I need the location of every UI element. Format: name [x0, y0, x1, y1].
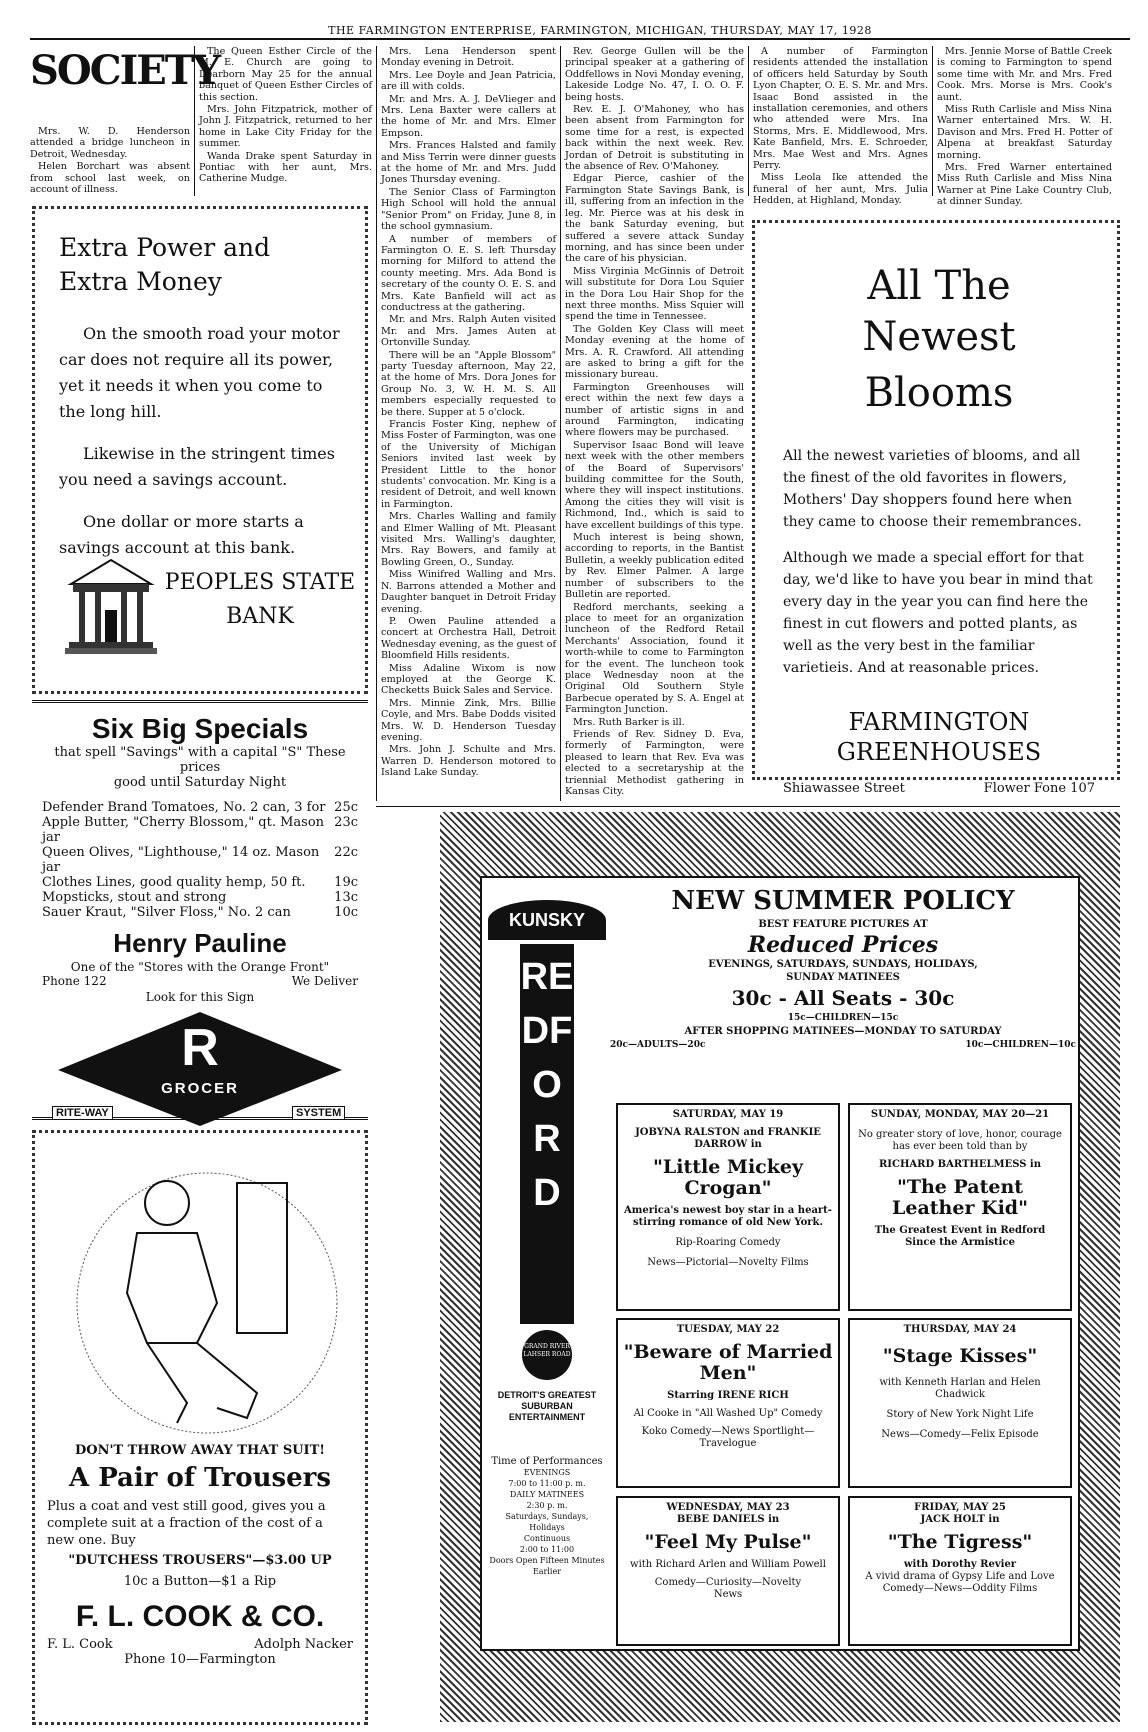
trousers-heading-1: DON'T THROW AWAY THAT SUIT! [74, 1443, 326, 1458]
news-item: The Queen Esther Circle of the M. E. Church are going to Dearborn May 25 for the annual banquet of Queen Esther Circles of this section. [199, 46, 372, 103]
trousers-heading-2: A Pair of Trousers [68, 1463, 332, 1493]
news-item: Miss Winifred Walling and Mrs. N. Barrons attended a Mother and Daughter banquet in Detroit Friday evening. [381, 569, 556, 615]
special-name: Sauer Kraut, "Silver Floss," No. 2 can [42, 905, 291, 920]
news-item: Mrs. John J. Schulte and Mrs. Warren D. Henderson motored to Island Lake Sunday. [381, 744, 556, 779]
movie-friday [848, 1496, 1072, 1646]
time-line: EVENINGS [523, 1468, 571, 1477]
greenhouse-headline-1: All The [867, 263, 1011, 309]
summer-policy-title: NEW SUMMER POLICY [671, 886, 1015, 916]
news-item: A number of Farmington residents attended the installation of officers held Saturday by South Lyon Chapter, O. E. S. Mr. and Mrs. Isaac Bond assisted in the installation ceremonies, and others who attended were Mrs. Ina Storms, Mrs. E. Middlewood, Mrs. Kate Banfield, Mrs. E. Schroeder, Mrs. Mae West and Mrs. Agnes Perry. [753, 46, 928, 172]
movie-extra: Comedy—News—Oddity Films [882, 1583, 1038, 1594]
kunsky-redford-theater-ad [440, 812, 1120, 1722]
movie-title: "Beware of Married Men" [623, 1341, 833, 1384]
movie-date: WEDNESDAY, MAY 23 [666, 1502, 790, 1513]
news-item: The Senior Class of Farmington High School will hold the annual "Senior Prom" on Friday, June 8, in the school gymnasium. [381, 186, 556, 233]
special-price: 25c [334, 800, 358, 815]
news-item: Wanda Drake spent Saturday in Pontiac with her aunt, Mrs. Catherine Mudge. [199, 150, 372, 185]
movie-extra: The Greatest Event in Redford [874, 1225, 1046, 1236]
news-item: Mr. and Mrs. Ralph Auten visited Mr. and Mrs. James Auten at Ortonville Sunday. [381, 314, 556, 349]
news-item: Mrs. Ruth Barker is ill. [573, 716, 685, 728]
news-item: Miss Virginia McGinnis of Detroit will substitute for Dora Lou Squier in the Dora Lou Hair Shop for the next three months. Miss Squier will spend the time in Tennessee. [565, 265, 744, 323]
greenhouse-name-1: FARMINGTON [848, 708, 1030, 736]
theater-tagline: DETROIT'S GREATEST SUBURBAN ENTERTAINMENT [497, 1390, 597, 1422]
special-price: 10c [334, 905, 358, 920]
news-item: Rev. E. J. O'Mahoney, who has been absent from Farmington for some time for a rest, is expected back within the next week. Rev. Jordan of Detroit is substituting in the absence of Rev. O'Mahoney. [565, 104, 744, 173]
grocer-store-name: Henry Pauline [113, 928, 287, 958]
news-item: Mrs. Minnie Zink, Mrs. Billie Coyle, and Mrs. Babe Dodds visited Mrs. W. D. Henderson Tuesday evening. [381, 697, 556, 743]
kunsky-sign: KUNSKY [488, 900, 606, 940]
adults-price: 20c—ADULTS—20c [610, 1040, 706, 1050]
bank-name-2: BANK [226, 604, 294, 629]
movie-extra: Rip-Roaring Comedy [675, 1237, 781, 1248]
movie-extra: Al Cooke in "All Washed Up" Comedy [633, 1408, 823, 1419]
news-item: P. Owen Pauline attended a concert at Orchestra Hall, Detroit Wednesday evening, as the guest of Bloomfield Hills residents. [381, 615, 556, 662]
movie-stars: JOBYNA RALSTON and FRANKIE DARROW in [635, 1127, 821, 1150]
news-item: Friends of Rev. Sidney D. Eva, formerly of Farmington, were pleased to learn that Rev. Eva was elected to a secretaryship at the triennial Methodist gathering in Kansas City. [565, 728, 744, 797]
news-column-5 [748, 46, 928, 207]
movie-date: TUESDAY, MAY 22 [676, 1324, 780, 1335]
greenhouse-headline-2: Newest Blooms [862, 314, 1016, 416]
movie-extra: Story of New York Night Life [886, 1409, 1034, 1420]
news-item: Mrs. Lena Henderson spent Monday evening in Detroit. [381, 46, 556, 69]
grocer-phone: Phone 122 [42, 974, 107, 988]
news-item: Mrs. John Fitzpatrick, mother of John J. Fitzpatrick, returned to her home in Lake City Friday for the summer. [199, 104, 372, 150]
farmington-greenhouses-ad [752, 220, 1120, 796]
logo-word: GROCER [161, 1080, 239, 1097]
news-column-3 [376, 46, 556, 801]
time-line: 2:30 p. m. [526, 1501, 568, 1510]
special-name: Mopsticks, stout and strong [42, 890, 227, 905]
grocer-headline: Six Big Specials [91, 713, 309, 744]
theater-inner-panel [480, 876, 1080, 1651]
peoples-state-bank-ad [32, 206, 368, 694]
society-heading: SOCIETY [30, 47, 220, 94]
news-column-6 [932, 46, 1112, 208]
movie-sunday-monday [848, 1103, 1072, 1311]
cook-company-name: F. L. COOK & CO. [75, 1600, 325, 1633]
news-column-2 [194, 46, 372, 196]
movie-date: THURSDAY, MAY 24 [903, 1324, 1017, 1335]
special-item [42, 800, 358, 815]
special-item [42, 845, 358, 875]
news-item: Edgar Pierce, cashier of the Farmington State Savings Bank, is ill, suffering from an infection in the leg. Mr. Pierce was at his desk in the bank Saturday evening, but suffered a severe attack Sunday morning, and has since been under the care of his physician. [565, 173, 744, 265]
all-seats-price: 30c - All Seats - 30c [731, 986, 955, 1010]
logo-left: RITE-WAY [52, 1106, 113, 1120]
bank-name-1: PEOPLES STATE [164, 570, 356, 595]
masthead: THE FARMINGTON ENTERPRISE, FARMINGTON, MICHIGAN, THURSDAY, MAY 17, 1928 [30, 24, 1130, 40]
grocer-deliver: We Deliver [291, 974, 358, 988]
special-name: Clothes Lines, good quality hemp, 50 ft. [42, 875, 306, 890]
news-item: Much interest is being shown, according to reports, in the Bantist Bulletin, a weekly publication edited by Rev. Elmer Palmer. A large number of subscribers to the Bulletin are reported. [565, 532, 744, 601]
news-item: Miss Ruth Carlisle and Miss Nina Warner entertained Mrs. W. H. Davison and Mrs. Fred H. Potter of Alpena at breakfast Saturday morning. [937, 104, 1112, 161]
trousers-price: "DUTCHESS TROUSERS"—$3.00 UP [68, 1553, 332, 1568]
news-item: Mrs. Fred Warner entertained Miss Ruth Carlisle and Miss Nina Warner at Pine Lake Country Club, at dinner Sunday. [937, 162, 1112, 208]
time-line: 2:00 to 11:00 [519, 1545, 575, 1554]
special-price: 22c [334, 845, 358, 860]
special-price: 19c [334, 875, 358, 890]
bank-paragraph-3: One dollar or more starts a savings account at this bank. [59, 512, 304, 557]
special-item [42, 815, 358, 845]
news-item: Redford merchants, seeking a place to meet for an organization luncheon of the Redford Retail Merchants' Association, found it worth-while to come to Farmington for the event. The luncheon took place Wednesday noon at the Original Old Southern Style Barbecue operated by S. A. Engel at Farmington Junction. [565, 601, 744, 716]
policy-line-3: EVENINGS, SATURDAYS, SUNDAYS, HOLIDAYS, [708, 959, 978, 970]
policy-line-1: BEST FEATURE PICTURES AT [758, 919, 928, 930]
news-item: Mrs. Jennie Morse of Battle Creek is coming to Farmington to spend some time with Mr. and Mrs. Fred Cook. Mrs. Morse is Mrs. Cook's aunt. [937, 46, 1112, 103]
news-item: Miss Adaline Wixom is now employed at the George K. Checketts Buick Sales and Service. [381, 662, 556, 697]
news-item: Helen Borchart was absent from school last week, on account of illness. [30, 161, 190, 196]
performance-times [488, 1456, 606, 1577]
bank-paragraph-1: On the smooth road your motor car does not require all its power, yet it needs it when you come to the long hill. [59, 324, 340, 421]
news-item: Mrs. W. D. Henderson attended a bridge luncheon in Detroit, Wednesday. [30, 126, 190, 160]
children-price: 15c—CHILDREN—15c [787, 1013, 899, 1023]
greenhouse-name-2: GREENHOUSES [836, 738, 1042, 766]
movie-stars: BEBE DANIELS in [676, 1514, 780, 1525]
henry-pauline-grocer-ad [32, 700, 368, 1120]
matinee-line: AFTER SHOPPING MATINEES—MONDAY TO SATURDAY [684, 1026, 1002, 1037]
greenhouse-street: Shiawassee Street [783, 781, 905, 796]
redford-sign [488, 884, 606, 1444]
grand-river-badge: GRAND RIVER LAHSER ROAD [522, 1330, 572, 1380]
movie-title: "Feel My Pulse" [644, 1531, 812, 1553]
time-line: Continuous [523, 1534, 571, 1543]
time-line: DAILY MATINEES [509, 1490, 585, 1499]
movie-title: "The Patent Leather Kid" [892, 1176, 1028, 1219]
movie-title: "Stage Kisses" [882, 1345, 1038, 1367]
news-item: Mr. and Mrs. A. J. DeVlieger and Mrs. Lena Baxter were callers at the home of Mr. and Mrs. Elmer Empson. [381, 93, 556, 139]
bank-headline-1: Extra Power and [59, 233, 271, 262]
cook-right: Adolph Nacker [254, 1637, 353, 1652]
time-line: Saturdays, Sundays, Holidays [505, 1512, 589, 1532]
movie-extra: Koko Comedy—News Sportlight—Travelogue [641, 1426, 815, 1449]
movie-extra: News [713, 1589, 743, 1600]
news-item: Francis Foster King, nephew of Miss Foster of Farmington, was one of the University of Michigan Seniors invited last week by President Little to the honor students' convocation. Mr. King is a resident of Detroit, and well known in Farmington. [381, 419, 556, 510]
movie-extra: News—Comedy—Felix Episode [881, 1429, 1039, 1440]
society-items [30, 126, 190, 195]
grocer-subhead-1: that spell "Savings" with a capital "S" These prices [54, 745, 346, 775]
special-name: Defender Brand Tomatoes, No. 2 can, 3 for [42, 800, 326, 815]
society-column [30, 46, 220, 196]
redford-vertical: REDFORD [520, 944, 574, 1324]
trousers-paragraph: Plus a coat and vest still good, gives you a complete suit at a fraction of the cost of a new one. Buy [47, 1499, 326, 1548]
grocer-look: Look for this Sign [145, 990, 255, 1004]
news-item: Farmington Greenhouses will erect within the next few days a number of artistic signs in and around Farmington, indicating where flowers may be purchased. [565, 381, 744, 439]
bank-paragraph-2: Likewise in the stringent times you need a savings account. [59, 444, 335, 489]
movie-title: "Little Mickey Crogan" [652, 1156, 804, 1199]
movie-stars: JACK HOLT in [920, 1514, 1000, 1525]
movie-thursday [848, 1318, 1072, 1488]
grocer-tagline: One of the "Stores with the Orange Front" [70, 960, 330, 974]
movie-description: with Dorothy Revier [903, 1559, 1017, 1570]
special-item [42, 875, 358, 890]
reduced-prices: Reduced Prices [747, 932, 939, 958]
fl-cook-trousers-ad [32, 1130, 368, 1725]
movie-title: "The Tigress" [887, 1531, 1033, 1553]
news-item: Mrs. Charles Walling and family and Elmer Walling of Mt. Pleasant visited Mrs. Walling's daughter, Mrs. Ray Bowers, and family at Bowling Green, O., Sunday. [381, 511, 556, 568]
movie-date: SATURDAY, MAY 19 [672, 1109, 784, 1120]
movie-extra: Since the Armistice [905, 1237, 1015, 1248]
news-item: Mrs. Lee Doyle and Jean Patricia, are ill with colds. [381, 69, 556, 93]
theater-header [610, 884, 1076, 1050]
news-item: There will be an "Apple Blossom" party Tuesday afternoon, May 22, at the home of Mrs. Dora Jones for Group No. 3, W. H. M. S. All members especially requested to be there. Supper at 5 o'clock. [381, 349, 556, 418]
grocer-subhead-2: good until Saturday Night [113, 775, 287, 790]
movie-extra: A vivid drama of Gypsy Life and Love [865, 1571, 1055, 1582]
movie-date: SUNDAY, MONDAY, MAY 20—21 [870, 1109, 1050, 1120]
movie-extra: News—Pictorial—Novelty Films [647, 1257, 809, 1268]
movie-date: FRIDAY, MAY 25 [914, 1502, 1006, 1513]
special-price: 23c [334, 815, 358, 830]
greenhouse-paragraph-2: Although we made a special effort for that day, we'd like to have you bear in mind that every day in the year you can find here the finest in cut flowers and potted plants, as well as the very best in the familiar varietieis. And at reasonable prices. [783, 550, 1093, 676]
movie-saturday [616, 1103, 840, 1311]
news-column-4 [560, 46, 744, 801]
time-line: Doors Open Fifteen Minutes Earlier [489, 1556, 605, 1576]
movie-extra: Comedy—Curiosity—Novelty [654, 1577, 802, 1588]
movie-stars: RICHARD BARTHELMESS in [879, 1159, 1041, 1170]
greenhouse-phone: Flower Fone 107 [983, 781, 1095, 796]
movie-description: with Richard Arlen and William Powell [630, 1559, 826, 1570]
bank-building-icon [65, 554, 157, 658]
movie-stars: Starring IRENE RICH [667, 1390, 789, 1401]
news-item: The Golden Key Class will meet Monday evening at the home of Mrs. A. R. Crawford. All attending are asked to bring a gift for the missionary bureau. [565, 323, 744, 381]
section-divider [376, 806, 1120, 807]
news-item: Rev. George Gullen will be the principal speaker at a gathering of Oddfellows in Novi Monday evening, Lakeside Lodge No. 47, I. O. O. F. being hosts. [565, 46, 744, 103]
news-item: A number of members of Farmington O. E. S. left Thursday morning for Milford to attend the county meeting. Mrs. Ada Bond is secretary of the county O. E. S. and Mrs. Kate Banfield will act as conductress at the gathering. [381, 233, 556, 313]
special-name: Queen Olives, "Lighthouse," 14 oz. Mason jar [42, 845, 320, 875]
matinee-children-price: 10c—CHILDREN—10c [965, 1040, 1076, 1050]
news-item: Miss Leola Ike attended the funeral of her aunt, Mrs. Julia Hedden, at Highland, Monday. [753, 172, 928, 207]
news-item: Mrs. Frances Halsted and family and Miss Terrin were dinner guests at the home of Mr. and Mrs. Judd Jones Thursday evening. [381, 140, 556, 186]
bank-headline-2: Extra Money [59, 267, 222, 296]
time-line: 7:00 to 11:00 p. m. [508, 1479, 586, 1488]
rite-way-logo [42, 1010, 358, 1128]
policy-line-4: SUNDAY MATINEES [786, 972, 900, 983]
special-name: Apple Butter, "Cherry Blossom," qt. Mason jar [42, 815, 325, 845]
trousers-repair: 10c a Button—$1 a Rip [123, 1574, 277, 1589]
logo-right: SYSTEM [292, 1106, 345, 1120]
logo-letter: R [181, 1019, 219, 1077]
movie-description: America's newest boy star in a heart-stirring romance of old New York. [624, 1205, 832, 1228]
special-price: 13c [334, 890, 358, 905]
movie-tuesday [616, 1318, 840, 1488]
man-illustration-icon [47, 1143, 353, 1443]
movie-description: No greater story of love, honor, courage has ever been told than by [858, 1129, 1062, 1152]
greenhouse-paragraph-1: All the newest varieties of blooms, and all the finest of the old favorites in flowers, Mothers' Day shoppers found here when they came to choose their remembrances. [783, 448, 1082, 530]
cook-phone: Phone 10—Farmington [124, 1652, 276, 1667]
movie-stars: with Kenneth Harlan and Helen Chadwick [879, 1377, 1041, 1400]
movie-wednesday [616, 1496, 840, 1646]
cook-left: F. L. Cook [47, 1637, 113, 1652]
news-item: Supervisor Isaac Bond will leave next week with the other members of the Board of Supervisors' building committee for the South, where they will inspect institutions. Among the cities they will visit is Richmond, Ind., which is said to have excellent buildings of this type. [565, 439, 744, 531]
special-item [42, 905, 358, 920]
times-heading: Time of Performances [491, 1456, 603, 1467]
special-item [42, 890, 358, 905]
